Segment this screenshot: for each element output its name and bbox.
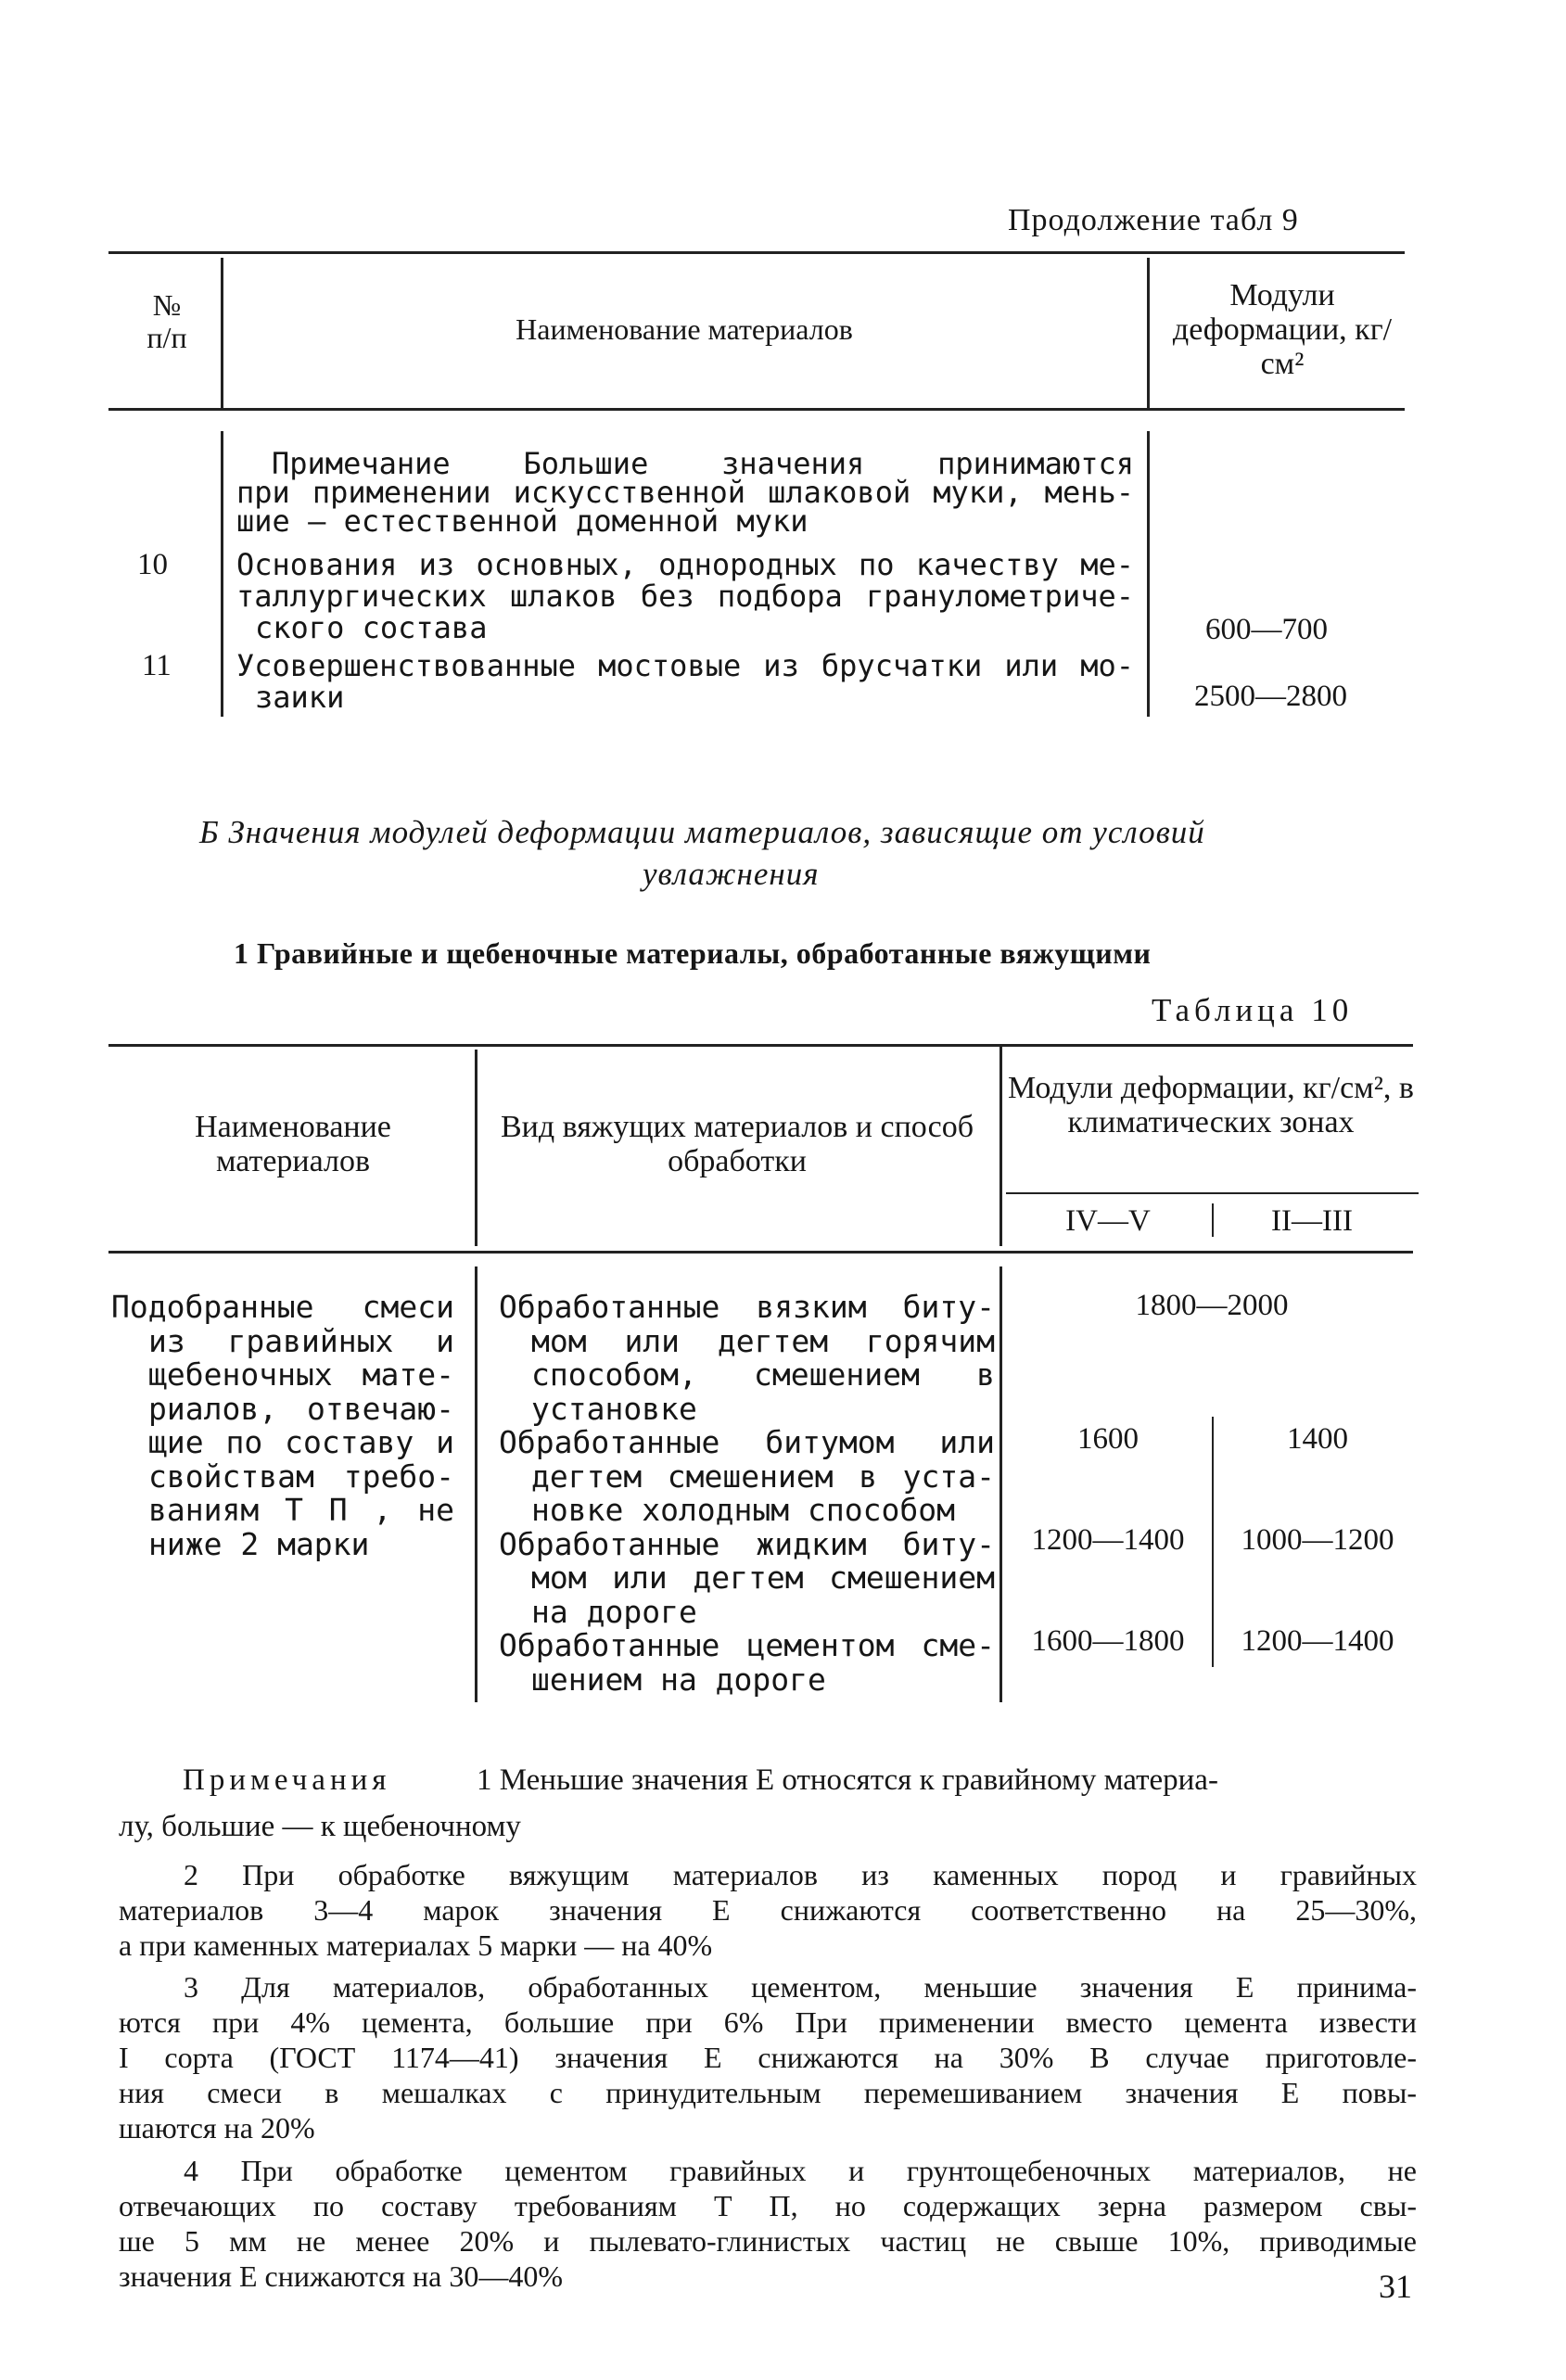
- table10-divider: [999, 1266, 1002, 1702]
- table10-value-zone2: 1200—1400: [1241, 1624, 1394, 1658]
- table10-binder-line: способом, смешением в: [531, 1356, 995, 1393]
- table9-note-line: шие — естественной доменной муки: [236, 503, 808, 539]
- table9-divider: [221, 258, 223, 408]
- note-3: [119, 1969, 1417, 2145]
- table9-row-line: заики: [255, 680, 345, 715]
- note-line: 3 Для материалов, обработанных цементом, меньшие значения E принима-: [184, 1970, 1417, 2004]
- table10-binder-line: Обработанные жидким биту-: [499, 1525, 995, 1562]
- note-2: [119, 1857, 1417, 1963]
- note-line: материалов 3—4 марок значения E снижаются соответственно на 25—30%,: [119, 1893, 1417, 1927]
- table10-header-material: Наименование материалов: [195, 1110, 391, 1178]
- note-line: а при каменных материалах 5 марки — на 40%: [119, 1928, 713, 1962]
- table10-material-line: риалов, отвечаю-: [148, 1390, 454, 1427]
- note-line: ются при 4% цемента, большие при 6% При применении вместо цемента извести: [119, 2005, 1417, 2039]
- table9-row-line: ского состава: [255, 610, 488, 645]
- table10-binder-line: Обработанные битумом или: [499, 1424, 995, 1460]
- note-line: значения E снижаются на 30—40%: [119, 2259, 564, 2293]
- table10-material-line: ваниям Т П , не: [148, 1492, 454, 1528]
- table10-divider: [1212, 1417, 1214, 1667]
- section-b-title: Б Значения модулей деформации материалов, зависящие от условий: [199, 814, 1205, 850]
- table10-binder-line: новке холодным способом: [531, 1492, 955, 1528]
- table9-note: [236, 447, 1134, 538]
- table10-material-line: ниже 2 марки: [148, 1525, 370, 1562]
- table10-material-line: щие по составу и: [148, 1424, 454, 1460]
- section-b-title-cont: увлажнения: [643, 856, 820, 892]
- table10-zone-rule: [1006, 1192, 1419, 1194]
- table10-header-zone2: II—III: [1271, 1204, 1353, 1238]
- continuation-label: Продолжение табл 9: [1008, 203, 1299, 237]
- note-line: 4 При обработке цементом гравийных и грунтощебеночных материалов, не: [184, 2154, 1417, 2187]
- table9-divider: [1147, 258, 1150, 408]
- table9-row-line: Основания из основных, однородных по качеству ме-: [236, 547, 1134, 582]
- table10-binder-line: Обработанные вязким биту-: [499, 1289, 995, 1325]
- table10-header-zone1: IV—V: [1065, 1204, 1151, 1238]
- table10-material-line: Подобранные смеси: [111, 1289, 454, 1325]
- table9-row-name: [236, 649, 1134, 714]
- table10-binder-line: на дороге: [531, 1593, 697, 1630]
- note-line: I сорта (ГОСТ 1174—41) значения E снижаются на 30% В случае приготовле-: [119, 2041, 1417, 2074]
- note-line: 2 При обработке вяжущим материалов из каменных пород и гравийных: [184, 1858, 1417, 1891]
- table9-header-modulus: Модули деформации, кг/см²: [1172, 278, 1393, 381]
- table10-binder: [499, 1291, 995, 1697]
- table9-header-rule: [108, 408, 1405, 411]
- table10-material-line: из гравийных и: [148, 1322, 454, 1359]
- table10-value-zone1: 1200—1400: [1031, 1523, 1185, 1557]
- table10-binder-line: установке: [531, 1390, 697, 1427]
- table9-header-name: Наименование материалов: [516, 312, 853, 346]
- table10-binder-line: мом или дегтем смешением: [531, 1559, 995, 1596]
- table9-row-name: [236, 548, 1134, 644]
- table10-binder-line: Обработанные цементом сме-: [499, 1627, 995, 1663]
- table9-note-line: Примечание Большие значения принимаются: [272, 446, 1134, 481]
- table10-label: Таблица 10: [1152, 992, 1354, 1028]
- table10-material: [111, 1291, 454, 1561]
- table9-top-rule: [108, 251, 1405, 254]
- table10-divider: [1212, 1203, 1214, 1237]
- table9-row-line: таллургических шлаков без подбора гранулометриче-: [236, 579, 1134, 614]
- table10-value-zone1: 1600: [1077, 1422, 1139, 1456]
- note-line: ше 5 мм не менее 20% и пылевато-глинистых частиц не свыше 10%, приводимые: [119, 2224, 1417, 2258]
- table10-material-line: щебеночных мате-: [148, 1356, 454, 1393]
- table9-divider: [1147, 431, 1150, 717]
- note-4: [119, 2153, 1417, 2294]
- table10-binder-line: шением на дороге: [531, 1661, 826, 1698]
- note-1-line-1: 1 Меньшие значения E относятся к гравийному материа-: [477, 1763, 1218, 1797]
- table9-row-value: 600—700: [1205, 613, 1328, 646]
- page-number: 31: [1379, 2268, 1412, 2305]
- note-1-line-2: лу, большие — к щебеночному: [119, 1810, 521, 1843]
- table10-binder-line: мом или дегтем горячим: [531, 1322, 995, 1359]
- note-line: ния смеси в мешалках с принудительным перемешиванием значения E повы-: [119, 2076, 1417, 2109]
- table10-header-binder: Вид вяжущих материалов и способ обработки: [500, 1110, 974, 1178]
- table9-note-line: при применении искусственной шлаковой муки, мень-: [236, 475, 1134, 510]
- table10-value-zone2: 1000—1200: [1241, 1523, 1394, 1557]
- table9-row-value: 2500—2800: [1194, 680, 1347, 713]
- table9-divider: [221, 431, 223, 717]
- table9-row-num: 10: [137, 548, 168, 581]
- table10-value-zone1: 1600—1800: [1031, 1624, 1185, 1658]
- table10-binder-line: дегтем смешением в уста-: [531, 1457, 995, 1495]
- table10-merged-value: 1800—2000: [1135, 1289, 1289, 1322]
- table10-divider: [475, 1050, 477, 1246]
- table9-row-line: Усовершенствованные мостовые из брусчатки или мо-: [236, 648, 1134, 683]
- note-line: отвечающих по составу требованиям Т П, но содержащих зерна размером свы-: [119, 2189, 1417, 2222]
- table10-header-modulus: Модули деформации, кг/см², в климатических зонах: [1008, 1071, 1414, 1139]
- notes-label: Примечания: [183, 1763, 391, 1797]
- subsection-title: 1 Гравийные и щебеночные материалы, обработанные вяжущими: [234, 936, 1152, 970]
- table10-value-zone2: 1400: [1287, 1422, 1348, 1456]
- table9-header-num: № п/п: [146, 288, 187, 354]
- note-line: шаются на 20%: [119, 2111, 315, 2145]
- table9-row-num: 11: [142, 649, 172, 682]
- table10-header-rule: [108, 1251, 1413, 1254]
- table10-divider: [999, 1044, 1002, 1246]
- table10-material-line: свойствам требо-: [148, 1457, 454, 1495]
- table10-divider: [475, 1266, 477, 1702]
- table10-top-rule: [108, 1044, 1413, 1047]
